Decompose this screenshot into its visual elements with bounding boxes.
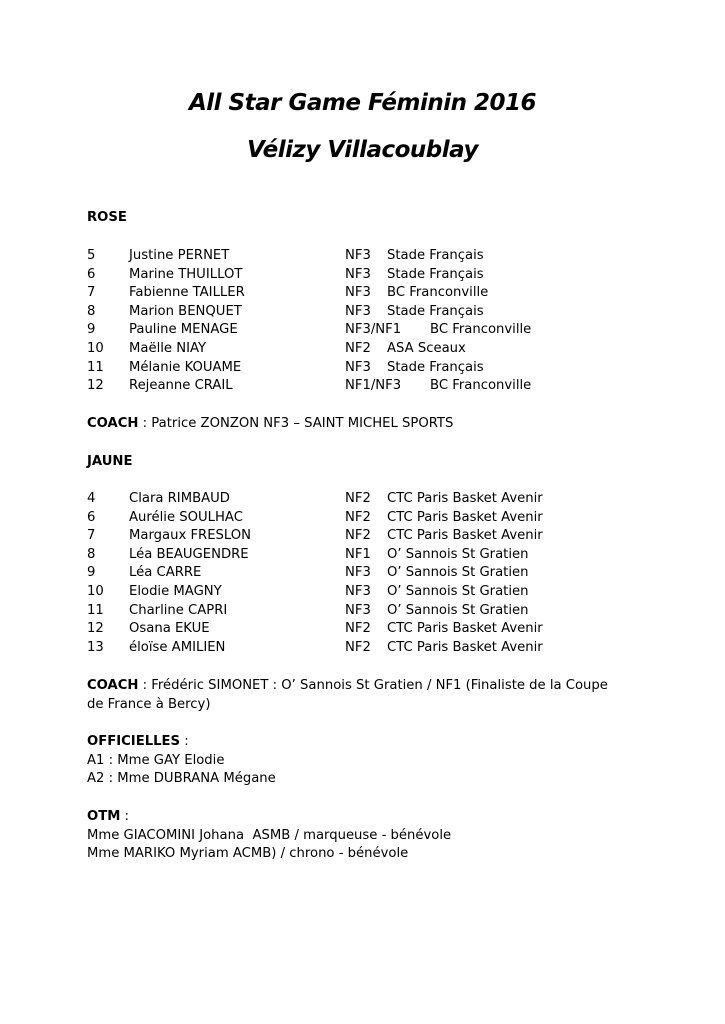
coach-text: : Frédéric SIMONET : O’ Sannois St Gratien / NF1 (Finaliste de la Coupe [138,678,608,693]
document-title: All Star Game Féminin 2016 [188,90,536,116]
otm-line: Mme GIACOMINI Johana ASMB / marqueuse - bénévole [87,827,452,843]
player-row [0,583,725,602]
player-level: NF3 [345,584,371,599]
player-name: Rejeanne CRAIL [129,378,233,394]
player-level: NF2 [345,491,371,506]
player-number: 10 [87,341,104,356]
player-club: BC Franconville [430,378,532,394]
coach-text: : Patrice ZONZON NF3 – SAINT MICHEL SPORTS [138,416,454,431]
player-level: NF3 [345,266,371,282]
player-number: 8 [87,546,96,562]
player-name: Fabienne TAILLER [129,285,245,301]
player-club: CTC Paris Basket Avenir [387,639,543,655]
player-club: Stade Français [387,248,484,263]
player-row [0,284,725,303]
player-number: 9 [87,565,96,581]
otm-heading [87,808,647,827]
otm-colon: : [120,809,129,824]
player-name: Elodie MAGNY [129,584,222,599]
player-level: NF1 [345,546,371,562]
officielles-section [87,733,647,789]
player-name: Mélanie KOUAME [129,359,242,375]
player-number: 13 [87,639,104,655]
player-number: 6 [87,509,96,525]
player-club: O’ Sannois St Gratien [387,602,529,618]
player-club: Stade Français [387,359,484,375]
player-club: CTC Paris Basket Avenir [387,491,543,506]
player-name: éloïse AMILIEN [129,639,226,655]
player-club: BC Franconville [387,285,489,301]
player-level: NF2 [345,528,371,544]
officielles-colon: : [180,734,189,749]
player-name: Clara RIMBAUD [129,491,230,506]
player-row [0,266,725,285]
player-row [0,620,725,639]
officielles-label: OFFICIELLES [87,734,181,749]
player-level: NF2 [345,509,371,525]
otm-section [87,808,647,864]
player-club: O’ Sannois St Gratien [387,565,529,581]
player-number: 8 [87,303,96,319]
official-line: A2 : Mme DUBRANA Mégane [87,771,276,787]
otm-line: Mme MARIKO Myriam ACMB) / chrono - bénévole [87,846,409,862]
player-name: Marion BENQUET [129,303,242,319]
player-level: NF2 [345,639,371,655]
player-number: 7 [87,285,96,301]
player-number: 5 [87,248,96,263]
player-name: Justine PERNET [129,248,230,263]
player-level: NF1/NF3 [345,378,402,394]
player-row [0,359,725,378]
player-level: NF2 [345,341,371,356]
player-name: Pauline MENAGE [129,322,238,338]
team-jaune-coach [87,677,647,714]
player-number: 11 [87,602,104,618]
player-row [0,639,725,658]
player-level: NF3 [345,565,371,581]
player-name: Léa BEAUGENDRE [129,546,249,562]
player-level: NF3 [345,359,371,375]
player-club: ASA Sceaux [387,341,466,356]
player-row [0,340,725,359]
player-number: 12 [87,621,104,637]
official-line: A1 : Mme GAY Elodie [87,752,225,768]
player-row [0,509,725,528]
player-club: CTC Paris Basket Avenir [387,509,543,525]
player-club: CTC Paris Basket Avenir [387,528,543,544]
player-level: NF3 [345,303,371,319]
coach-line [87,677,647,696]
player-name: Aurélie SOULHAC [129,509,243,525]
player-name: Charline CAPRI [129,602,228,618]
player-row [0,247,725,266]
coach-label: COACH [87,416,139,431]
player-number: 11 [87,359,104,375]
player-number: 9 [87,322,96,338]
player-club: Stade Français [387,266,484,282]
team-rose-heading: ROSE [87,210,127,225]
player-row [0,527,725,546]
player-club: CTC Paris Basket Avenir [387,621,543,637]
player-level: NF3 [345,248,371,263]
player-level: NF2 [345,621,371,637]
player-club: O’ Sannois St Gratien [387,584,529,599]
player-number: 12 [87,378,104,394]
player-number: 10 [87,584,104,599]
officielles-heading [87,733,647,752]
player-name: Marine THUILLOT [129,266,243,282]
player-number: 7 [87,528,96,544]
player-row [0,321,725,340]
player-row [0,303,725,322]
player-club: O’ Sannois St Gratien [387,546,529,562]
player-club: Stade Français [387,303,484,319]
team-rose-coach [87,415,453,434]
player-row [0,564,725,583]
player-row [0,490,725,509]
team-jaune-heading: JAUNE [87,454,133,469]
player-row [0,377,725,396]
player-level: NF3 [345,285,371,301]
player-name: Maëlle NIAY [129,341,207,356]
player-row [0,546,725,565]
player-row [0,602,725,621]
player-level: NF3 [345,602,371,618]
document-subtitle: Vélizy Villacoublay [247,137,478,163]
coach-label: COACH [87,678,139,693]
coach-line-continued: de France à Bercy) [87,696,211,712]
otm-label: OTM [87,809,121,824]
player-number: 6 [87,266,96,282]
player-name: Léa CARRE [129,565,202,581]
player-club: BC Franconville [430,322,532,338]
player-name: Margaux FRESLON [129,528,252,544]
player-level: NF3/NF1 [345,322,402,338]
player-name: Osana EKUE [129,621,210,637]
player-number: 4 [87,491,96,506]
